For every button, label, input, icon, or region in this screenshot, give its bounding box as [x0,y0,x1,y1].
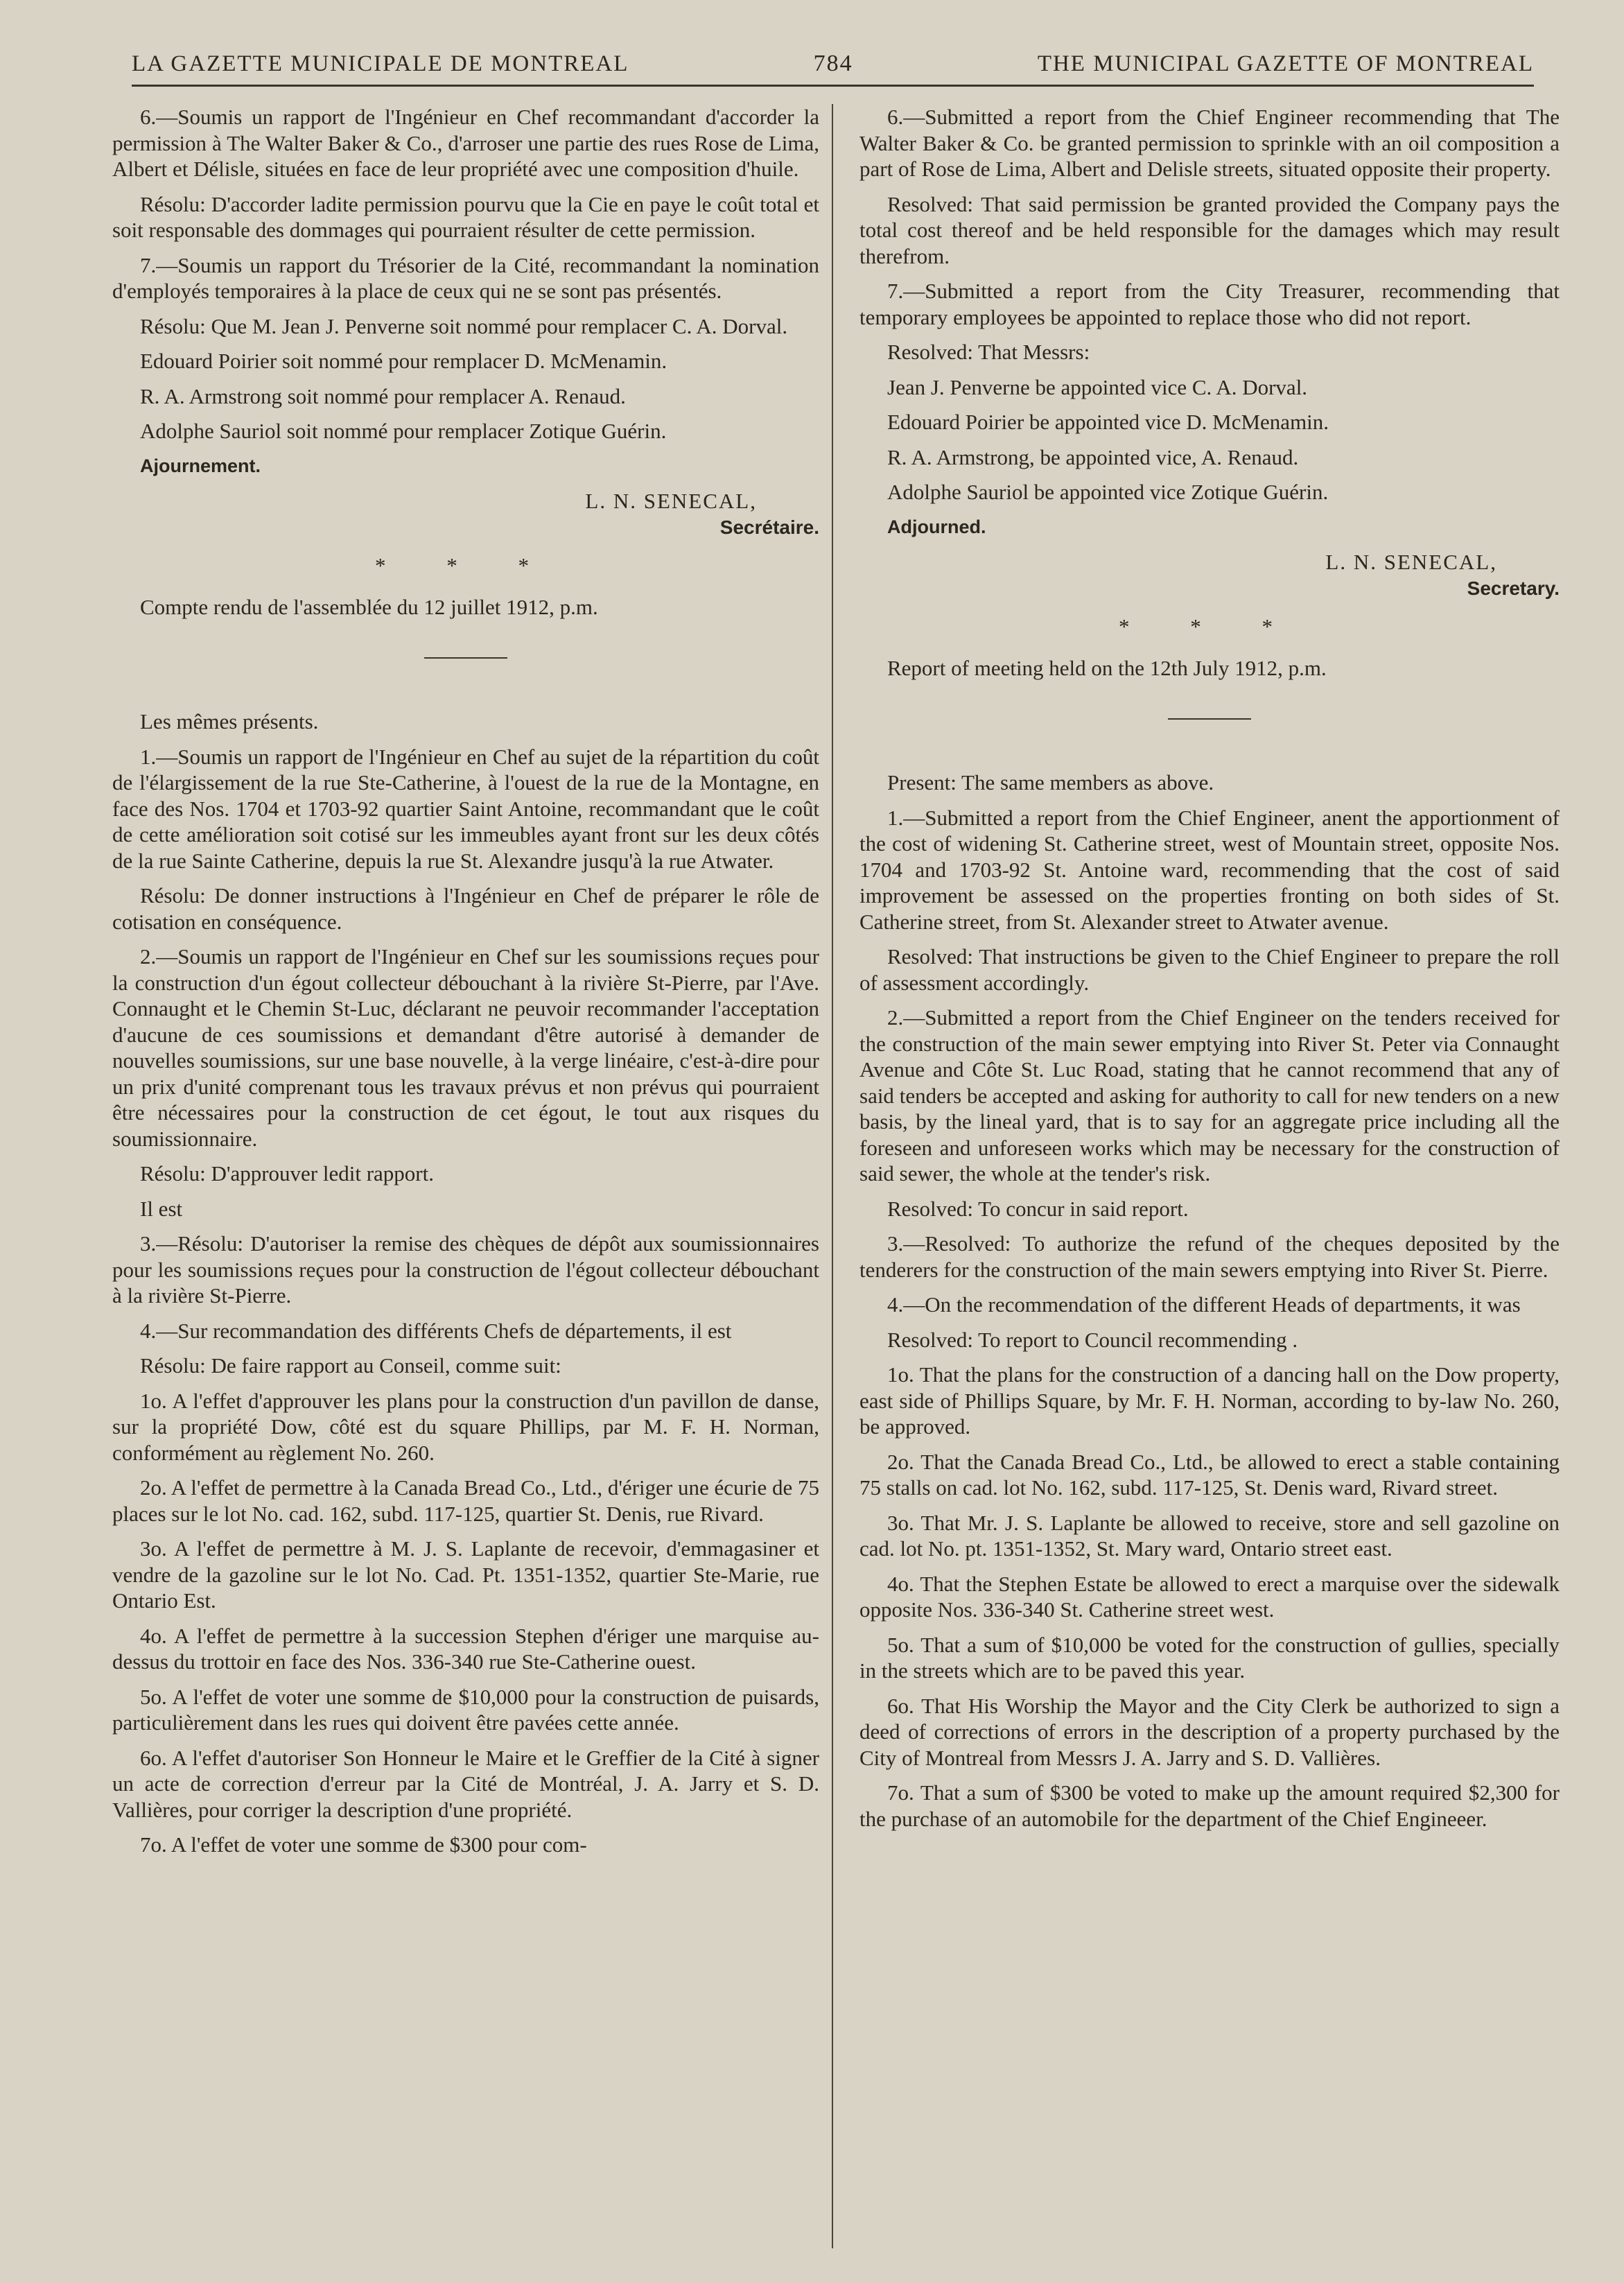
en-appointment-penverne: Jean J. Penverne be appointed vice C. A. Dorval. [887,374,1308,399]
en-signature-title: Secretary. [1467,577,1560,599]
fr-il-est: Il est [140,1196,183,1221]
en-item-3: 3.—Resolved: To authorize the refund of the cheques deposited by the tenderers for the construction of the main sewers emptying into River St. Pierre. [859,1231,1560,1282]
fr-appointment-poirier: Edouard Poirier soit nommé pour remplacer D. McMenamin. [140,349,667,373]
en-signature-name: L. N. SENECAL, [1325,550,1497,574]
en-resolution-2: Resolved: To concur in said report. [887,1196,1189,1221]
en-item-6: 6.—Submitted a report from the Chief Engineer recommending that The Walter Baker & Co. be granted permission to sprinkle with an oil composition a part of Rose de Lima, Albert and Delisle streets, situated opposite their property. [859,105,1560,181]
running-head [132,43,1534,87]
fr-resolution-1: Résolu: De donner instructions à l'Ingénieur en Chef de préparer le rôle de cotisation en conséquence. [112,883,819,934]
fr-recommendation-5: 5o. A l'effet de voter une somme de $10,000 pour la construction de puisards, particulièrement dans les rues qui doivent être pavées cette année. [112,1684,819,1735]
fr-item-7: 7.—Soumis un rapport du Trésorier de la Cité, recommandant la nomination d'employés temporaires à la place de ceux qui ne se sont pas présentés. [112,252,819,303]
en-item-7: 7.—Submitted a report from the City Treasurer, recommending that temporary employees be appointed to replace those who did not report. [859,279,1560,329]
en-recommendation-3: 3o. That Mr. J. S. Laplante be allowed to receive, store and sell gazoline on cad. lot No. pt. 1351-1352, St. Mary ward, Ontario street east. [859,1510,1560,1561]
fr-recommendation-7: 7o. A l'effet de voter une somme de $300 pour com- [140,1832,587,1857]
fr-recommendation-3: 3o. A l'effet de permettre à M. J. S. Laplante de recevoir, d'emmagasiner et vendre de la gazoline sur le lot No. Cad. Pt. 1351-1352, quartier Ste-Marie, rue Ontario Est. [112,1536,819,1613]
en-adjournment: Adjourned. [887,516,986,537]
en-resolution-7: Resolved: That Messrs: [887,340,1090,364]
fr-item-3: 3.—Résolu: D'autoriser la remise des chèques de dépôt aux soumissionnaires pour les soumissions reçues pour la construction de l'égout collecteur débouchant à la rivière St-Pierre. [112,1231,819,1308]
en-section-rule [1168,718,1251,720]
page-number: 784 [813,51,853,76]
en-section-stars: * * * [1119,614,1300,639]
column-divider [832,104,833,2248]
en-recommendation-4: 4o. That the Stephen Estate be allowed to erect a marquise over the sidewalk opposite Nos. 336-340 St. Catherine street west. [859,1571,1560,1622]
fr-meeting-report-title: Compte rendu de l'assemblée du 12 juillet 1912, p.m. [140,594,598,619]
en-appointment-armstrong: R. A. Armstrong, be appointed vice, A. Renaud. [887,444,1299,469]
en-appointment-poirier: Edouard Poirier be appointed vice D. McMenamin. [887,410,1329,434]
fr-item-6: 6.—Soumis un rapport de l'Ingénieur en Chef recommandant d'accorder la permission à The Walter Baker & Co., d'arroser une partie des rues Rose de Lima, Albert et Délisle, situées en face de leur propriété avec une composition d'huile. [112,105,819,181]
en-recommendation-1: 1o. That the plans for the construction of a dancing hall on the Dow property, east side of Phillips Square, by Mr. F. H. Norman, according to by-law No. 260, be approved. [859,1362,1560,1439]
fr-appointment-armstrong: R. A. Armstrong soit nommé pour remplacer A. Renaud. [140,383,626,408]
en-recommendation-2: 2o. That the Canada Bread Co., Ltd., be allowed to erect a stable containing 75 stalls on cad. lot No. 162, subd. 117-125, St. Denis ward, Rivard street. [859,1449,1560,1500]
fr-section-rule [424,657,507,659]
fr-adjournment: Ajournement. [140,455,261,476]
fr-recommendation-6: 6o. A l'effet d'autoriser Son Honneur le Maire et le Greffier de la Cité à signer un acte de correction d'erreur par la Cité de Montréal, J. A. Jarry et S. D. Vallières, pour corriger la description d'une propriété. [112,1745,819,1822]
fr-signature-name: L. N. SENECAL, [585,489,757,513]
en-resolution-4: Resolved: To report to Council recommending . [887,1327,1298,1352]
en-recommendation-7: 7o. That a sum of $300 be voted to make up the amount required $2,300 for the purchase of an automobile for the department of the Chief Engineeer. [859,1780,1560,1831]
header-french-title: LA GAZETTE MUNICIPALE DE MONTREAL [132,51,629,76]
fr-resolution-7: Résolu: Que M. Jean J. Penverne soit nommé pour remplacer C. A. Dorval. [140,313,788,338]
en-appointment-sauriol: Adolphe Sauriol be appointed vice Zotique Guérin. [887,480,1329,504]
fr-resolution-4: Résolu: De faire rapport au Conseil, comme suit: [140,1353,561,1378]
fr-resolution-6: Résolu: D'accorder ladite permission pourvu que la Cie en paye le coût total et soit responsable des dommages qui pourraient résulter de cette permission. [112,191,819,242]
fr-resolution-2: Résolu: D'approuver ledit rapport. [140,1161,434,1186]
header-english-title: THE MUNICIPAL GAZETTE OF MONTREAL [1037,51,1534,76]
fr-item-2: 2.—Soumis un rapport de l'Ingénieur en Chef sur les soumissions reçues pour la construction d'un égout collecteur débouchant à la rivière St-Pierre, par l'Ave. Connaught et le Chemin St-Luc, déclarant ne peuvoir recommander l'acceptation d'aucune de ces soumissions et demandant d'être autorisé à demander de nouvelles soumissions, sur une base nouvelle, à la verge linéaire, c'est-à-dire pour un prix d'unité comprenant tous les travaux prévus et non prévus qui pourraient être nécessaires pour la construction de cet égout, le tout aux risques du soumissionnaire. [112,944,819,1151]
fr-section-stars: * * * [375,553,557,578]
en-recommendation-6: 6o. That His Worship the Mayor and the City Clerk be authorized to sign a deed of corrections of errors in the description of a property purchased by the City of Montreal from Messrs J. A. Jarry and S. D. Vallières. [859,1693,1560,1770]
fr-recommendation-2: 2o. A l'effet de permettre à la Canada Bread Co., Ltd., d'ériger une écurie de 75 places sur le lot No. cad. 162, subd. 117-125, quartier St. Denis, rue Rivard. [112,1475,819,1526]
en-present: Present: The same members as above. [887,770,1214,795]
en-resolution-6: Resolved: That said permission be granted provided the Company pays the total cost thereof and be held responsible for the damages which may result therefrom. [859,191,1560,268]
fr-item-1: 1.—Soumis un rapport de l'Ingénieur en Chef au sujet de la répartition du coût de l'élargissement de la rue Ste-Catherine, à l'ouest de la rue de la Montagne, en face des Nos. 1704 et 1703-92 quartier Saint Antoine, recommandant que le coût de cette amélioration soit cotisé sur les immeubles ayant front sur les deux côtés de la rue Sainte Catherine, depuis la rue St. Alexandre jusqu'à la rue Atwater. [112,744,819,873]
fr-appointment-sauriol: Adolphe Sauriol soit nommé pour remplacer Zotique Guérin. [140,419,667,443]
fr-recommendation-4: 4o. A l'effet de permettre à la succession Stephen d'ériger une marquise au-dessus du trottoir en face des Nos. 336-340 rue Ste-Catherine ouest. [112,1623,819,1674]
en-recommendation-5: 5o. That a sum of $10,000 be voted for the construction of gullies, specially in the streets which are to be paved this year. [859,1632,1560,1683]
en-item-2: 2.—Submitted a report from the Chief Engineer on the tenders received for the construction of the main sewer emptying into River St. Peter via Connaught Avenue and Côte St. Luc Road, stating that he cannot recommend that any of said tenders be accepted and asking for authority to call for new tenders on a new basis, by the lineal yard, that is to say for an aggregate price including all the foreseen and unforeseen works which may be necessary for the construction of said sewer, the whole at the tender's risk. [859,1005,1560,1186]
fr-item-4: 4.—Sur recommandation des différents Chefs de départements, il est [140,1318,732,1343]
en-item-4: 4.—On the recommendation of the different Heads of departments, it was [887,1292,1521,1317]
en-meeting-report-title: Report of meeting held on the 12th July 1912, p.m. [887,655,1327,680]
fr-signature-title: Secrétaire. [719,516,819,538]
en-resolution-1: Resolved: That instructions be given to the Chief Engineer to prepare the roll of assessment accordingly. [859,944,1560,995]
french-column [112,104,819,1867]
english-column [859,104,1560,1841]
fr-present: Les mêmes présents. [140,709,319,733]
en-item-1: 1.—Submitted a report from the Chief Engineer, anent the apportionment of the cost of widening St. Catherine street, west of Mountain street, opposite Nos. 1704 and 1703-92 St. Antoine ward, recommending that the cost of said improvement be assessed on the properties fronting on both sides of St. Catherine street, from St. Alexander street to Atwater avenue. [859,805,1560,934]
fr-recommendation-1: 1o. A l'effet d'approuver les plans pour la construction d'un pavillon de danse, sur la propriété Dow, côté est du square Phillips, par M. F. H. Norman, conformément au règlement No. 260. [112,1388,819,1465]
